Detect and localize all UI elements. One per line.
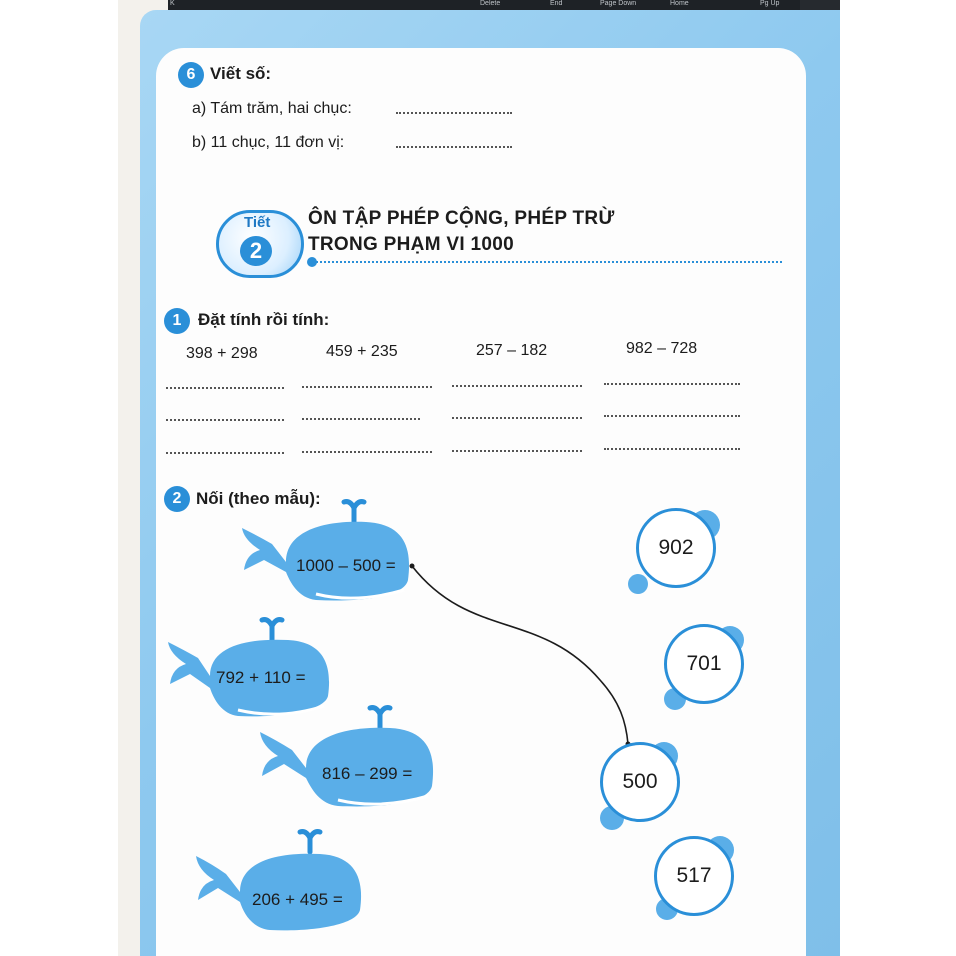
expression-2[interactable]: 792 + 110 = xyxy=(216,668,306,687)
exercise-1-badge: 1 xyxy=(164,308,190,334)
problem-1: 398 + 298 xyxy=(186,345,258,362)
key-label: Home xyxy=(670,0,689,7)
lesson-label: Tiết xyxy=(244,214,271,231)
lesson-title-line1: ÔN TẬP PHÉP CỘNG, PHÉP TRỪ xyxy=(308,208,615,229)
key-label: End xyxy=(550,0,563,7)
exercise-6-title: Viết số: xyxy=(210,64,272,83)
answer-517[interactable]: 517 xyxy=(654,836,734,916)
expression-4[interactable]: 206 + 495 = xyxy=(252,890,343,909)
problem-4: 982 – 728 xyxy=(626,340,698,357)
problem-2: 459 + 235 xyxy=(326,343,398,360)
key-label: Pg Up xyxy=(760,0,780,7)
expression-1[interactable]: 1000 – 500 = xyxy=(296,556,396,575)
key-label: Delete xyxy=(480,0,501,7)
expression-3[interactable]: 816 – 299 = xyxy=(322,764,413,783)
exercise-6-badge: 6 xyxy=(178,62,204,88)
key-label: Page Down xyxy=(600,0,637,7)
answer-500[interactable]: 500 xyxy=(600,742,680,822)
answer-902[interactable]: 902 xyxy=(636,508,716,588)
lesson-title-line2: TRONG PHẠM VI 1000 xyxy=(308,234,515,255)
exercise-2-title: Nối (theo mẫu): xyxy=(196,489,321,508)
exercise-6-item-b: b) 11 chục, 11 đơn vị: xyxy=(192,134,345,151)
exercise-1-title: Đặt tính rồi tính: xyxy=(198,310,330,329)
exercise-2-badge: 2 xyxy=(164,486,190,512)
problem-3: 257 – 182 xyxy=(476,342,548,359)
exercise-6-item-a: a) Tám trăm, hai chục: xyxy=(192,100,352,117)
answer-701[interactable]: 701 xyxy=(664,624,744,704)
bubble-decoration xyxy=(628,574,648,594)
lesson-number: 2 xyxy=(240,236,272,266)
key-label: K xyxy=(170,0,175,7)
